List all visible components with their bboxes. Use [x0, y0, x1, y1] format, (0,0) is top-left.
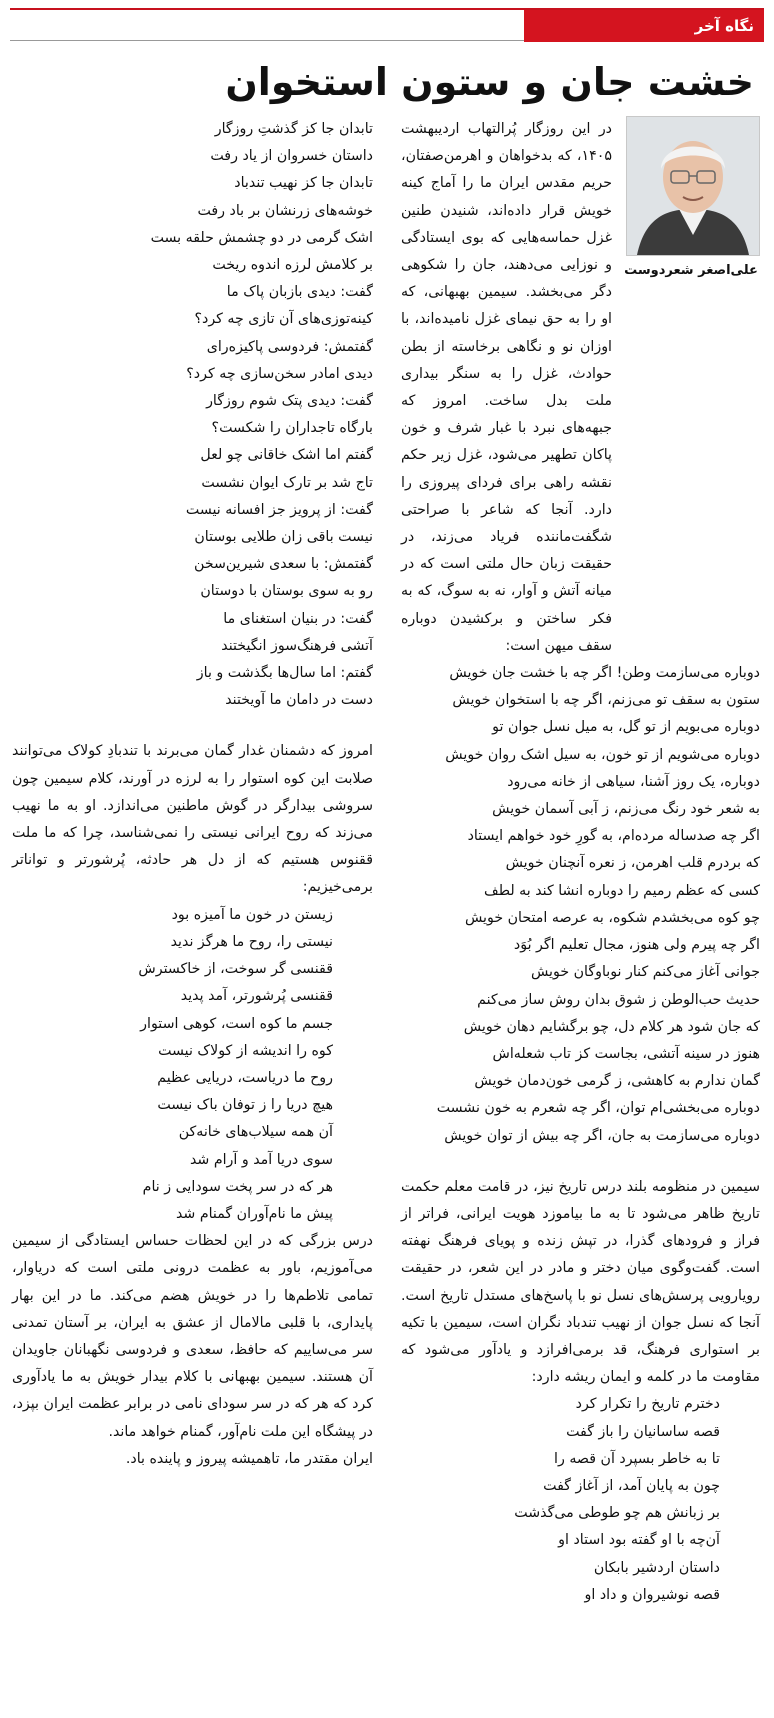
section-header — [10, 8, 764, 44]
poem-line: آتشی فرهنگ‌سوز انگیختند — [221, 637, 373, 654]
poem-line: جوانی آغاز می‌کنم کنار نوباوگان خویش — [530, 964, 760, 981]
section-label: نگاه آخر — [524, 10, 764, 42]
poem-line: هنوز در سینه آتشی، بجاست کز تاب شعله‌اش — [492, 1045, 760, 1062]
article-columns — [10, 116, 764, 1609]
poem-line: هیچ دریا را ز توفان باک نیست — [157, 1097, 333, 1114]
author-photo — [626, 116, 760, 256]
author-name: علی‌اصغر شعردوست — [624, 263, 758, 278]
poem-line: دوباره می‌بخشی‌ام توان، اگر چه شعرم به خون نشست — [436, 1100, 760, 1117]
poem-line: تابدان جا کز نهیب تندباد — [234, 175, 373, 192]
poem-line: کسی که عظم رمیم را دوباره انشا کند به لطف — [484, 882, 760, 899]
poem-line: آن همه سیلاب‌های خانه‌کن — [178, 1124, 333, 1141]
poem-line: پیش ما نام‌آوران گمنام شد — [175, 1205, 333, 1222]
poem-line: سوی دریا آمد و آرام شد — [189, 1151, 333, 1168]
poem-line: تا به خاطر بسپرد آن قصه را — [554, 1450, 720, 1467]
poem-line: داستان خسروان از یاد رفت — [210, 148, 373, 165]
intro-paragraph — [401, 116, 612, 660]
article-title: خشت جان و ستون استخوان — [225, 60, 754, 104]
header-rule — [10, 40, 524, 41]
poem-line: ققنسی پُرشورتر، آمد پدید — [180, 988, 333, 1005]
poem-line: گفت: دیدی پتک شوم روزگار — [206, 393, 373, 410]
intro-text: در این روزگار پُرالتهاب اردیبهشت ۱۴۰۵، که بدخواهان و اهرمن‌صفتان، حریم مقدس ایران ما را آماج کینه خویش قرار داده‌اند، شنیدن طنین غزل حماسه‌هایی که بوی ایستادگی و نوزایی می‌دهند، جان را شکوهی دگر می‌بخشد. سیمین بهبهانی، که او را به حق نیمای غزل نامیده‌اند، با اوزان نو و نگاهی برخاسته از بطن حوادث، غزل را به سنگر بیداری ملت بدل ساخت. امروز که جبهه‌های نبرد با غبار شرف و خون پاکان تطهیر می‌شود، غزل زیر حکم نقشه راهی برای فردای پیروزی را دارد. آنجا که شاعر با صراحتی شگفت‌ماننده فریاد می‌زند، در حقیقت زبان حال ملتی است که در میانه آتش و آوار، نه به سوگ، که به فکر ساختن و برکشیدن دوباره سقف میهن است: — [401, 121, 612, 654]
poem-line: چون به پایان آمد، از آغاز گفت — [543, 1477, 720, 1494]
poem-line: دیدی امادر سخن‌سازی چه کرد؟ — [186, 365, 373, 382]
poem-line: که جان شود هر کلام دل، چو برگشایم دهان خویش — [463, 1018, 760, 1035]
poem-line: تابدان جا کز گذشتِ روزگار — [214, 121, 373, 137]
poem-history-lesson — [401, 1391, 760, 1609]
poem-phoenix — [12, 902, 373, 1228]
poem-line: داستان اردشیر بابکان — [593, 1559, 720, 1576]
poem-line: بر زبانش هم چو طوطی می‌گذشت — [514, 1505, 720, 1522]
poem-line: ققنسی گر سوخت، از خاکسترش — [138, 961, 333, 978]
poem-line: هر که در سر پخت سودایی ز نام — [142, 1178, 333, 1195]
poem-line: چو کوه می‌بخشدم شکوه، به عرصه امتحان خویش — [464, 909, 760, 926]
poem-line: دخترم تاریخ را تکرار کرد — [575, 1396, 720, 1413]
poem-line: قصه نوشیروان و داد او — [584, 1586, 720, 1603]
poem-line: به شعر خود رنگ می‌زنم، ز آبی آسمان خویش — [492, 801, 760, 818]
poem-line: دوباره می‌سازمت به جان، اگر چه بیش از توان خویش — [444, 1127, 760, 1144]
poem-line: اگر چه پیرم ولی هنوز، مجال تعلیم اگر بُوَد — [513, 937, 760, 954]
phoenix-paragraph: امروز که دشمنان غدار گمان می‌برند با تندبادِ کولاک می‌توانند صلابت این کوه استوار را به لرزه در آورند، کلام سیمین چون سروشی بیدارگر در گوش ماطنین می‌اندازد. او به ما نهیب می‌زند که روح ایرانی نیستی را نمی‌شناسد، چرا که ما ملت ققنوس هستیم که از دل هر حادثه، پُرشورتر و تواناتر برمی‌خیزیم: — [12, 743, 373, 896]
poem-line: ستون به سقف تو می‌زنم، اگر چه با استخوان خویش — [452, 692, 760, 709]
author-portrait-icon — [627, 117, 759, 255]
poem-line: آن‌چه با او گفته بود استاد او — [558, 1532, 720, 1549]
poem-line: تاج شد بر تارک ایوان نشست — [201, 474, 373, 491]
poem-line: گفت: از پرویز جز افسانه نیست — [185, 501, 373, 518]
poem-line: دوباره می‌شویم از تو خون، به سیل اشک روان خویش — [445, 746, 760, 763]
paragraph-gap — [401, 1150, 760, 1174]
poem-line: قصه ساسانیان را باز گفت — [566, 1423, 720, 1440]
poem-line: اشک گرمی در دو چشمش حلقه بست — [150, 229, 373, 246]
author-box — [622, 116, 760, 660]
poem-line: دست در دامان ما آویختند — [225, 692, 373, 709]
poem-line: گفتم اما اشک خاقانی چو لعل — [200, 447, 373, 464]
poem-line: گفتمش: با سعدی شیرین‌سخن — [194, 556, 373, 573]
left-column — [10, 116, 373, 1609]
poem-line: دوباره می‌سازمت وطن! اگر چه با خشت جان خویش — [449, 665, 760, 682]
lesson-paragraph: درس بزرگی که در این لحظات حساس ایستادگی از سیمین می‌آموزیم، باور به عظمت درونی ملتی است که دریاوار، تمامی تلاطم‌ها را در خویش هضم می‌کند. ما در این بهار پایداری، با قلبی مالامال از عشق به ایران، بر آستان تمدنی سر می‌ساییم که حافظ، سعدی و فردوسی نگهبانان جاویدان آن هستند. سیمین بهبهانی با کلام بیدار خویش به ما یادآوری کرد که هر که در سر سودای نامی در برابر عظمت ایران بپزد، در پیشگاه این ملت نام‌آور، گمنام خواهد ماند. — [12, 1233, 373, 1440]
poem-line: نیست باقی زان طلایی بوستان — [194, 529, 373, 546]
poem-line: زیستن در خون ما آمیزه بود — [171, 906, 333, 923]
right-column — [401, 116, 764, 1609]
poem-line: کینه‌توزی‌های آن تازی چه کرد؟ — [194, 311, 373, 328]
poem-line: روح ما دریاست، دریایی عظیم — [157, 1069, 333, 1086]
poem-line: گمان ندارم به کاهشی، ز گرمی خون‌دمان خویش — [474, 1073, 760, 1090]
poem-line: که بردرم قلب اهرمن، ز نعره آنچنان خویش — [505, 855, 760, 872]
poem-line: گفت: در بنیان استغنای ما — [223, 610, 373, 627]
poem-line: حدیث حب‌الوطن ز شوق بدان روش ساز می‌کنم — [477, 991, 760, 1008]
closing-line: ایران مقتدر ما، تاهمیشه پیروز و پاینده باد. — [125, 1450, 373, 1467]
poem-line: بارگاه تاجداران را شکست؟ — [211, 420, 373, 437]
poem-line: اگر چه صدساله مرده‌ام، به گورِ خود خواهم ایستاد — [467, 828, 760, 845]
poem-line: دوباره می‌بویم از تو گل، به میل نسل جوان تو — [492, 719, 760, 736]
poem-line: نیستی را، روح ما هرگز ندید — [170, 933, 333, 950]
poem-line: گفتمش: فردوسی پاکیزه‌رای — [206, 338, 373, 355]
poem-line: گفت: دیدی بازبان پاک ما — [226, 284, 373, 301]
poem-line: خوشه‌های زرنشان بر باد رفت — [197, 202, 373, 219]
history-paragraph: سیمین در منظومه بلند درس تاریخ نیز، در قامت معلم حکمت تاریخ ظاهر می‌شود تا به ما بیاموزد هویت ایرانی، فراتر از فراز و فرودهای گذرا، در تپش زنده و پویای فرهنگ نهفته است. گفت‌وگوی میان دختر و مادر در این شعر، در حقیقت رویارویی پرسش‌های نسل نو با پاسخ‌های مستدل تاریخ است. آنجا که نسل جوان از نهیب تندباد نگران است، سیمین با تکیه بر استواری فرهنگ، قد برمی‌افرازد و یادآور می‌شود که مقاومت ما در کلمه و ایمان ریشه دارد: — [401, 1178, 760, 1386]
intro-row — [401, 116, 760, 660]
poem-dialogue — [12, 116, 373, 714]
poem-line: بر کلامش لرزه اندوه ریخت — [212, 257, 373, 274]
poem-line: دوباره، یک روز آشنا، سیاهی از خانه می‌رود — [507, 773, 760, 790]
poem-line: رو به سوی بوستان با دوستان — [200, 583, 373, 600]
poem-line: جسم ما کوه است، کوهی استوار — [140, 1015, 333, 1032]
paragraph-gap — [12, 714, 373, 738]
poem-line: کوه را اندیشه از کولاک نیست — [158, 1042, 333, 1059]
poem-line: گفتم: اما سال‌ها بگذشت و باز — [196, 665, 373, 682]
poem-homeland — [401, 660, 760, 1150]
